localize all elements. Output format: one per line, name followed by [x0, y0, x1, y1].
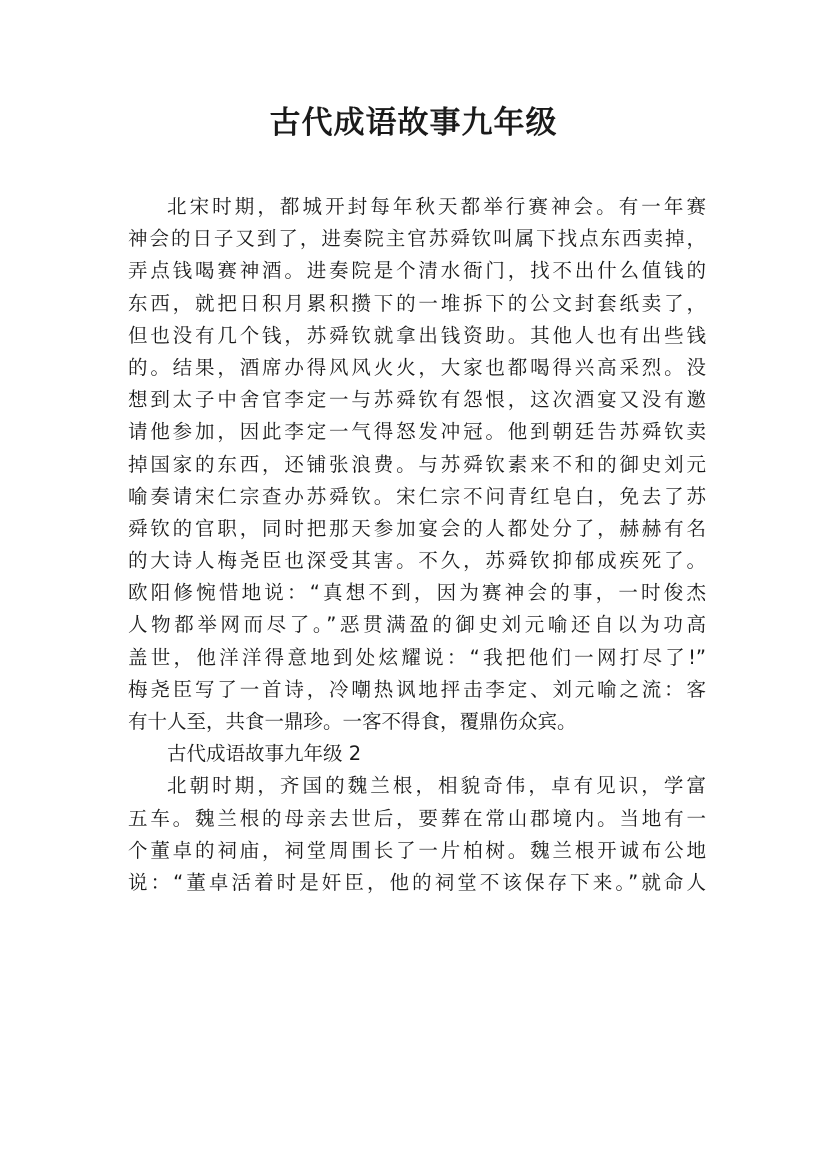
text-line: 五车。魏兰根的母亲去世后，要葬在常山郡境内。当地有一 [128, 806, 706, 830]
text-line: 的大诗人梅尧臣也深受其害。不久，苏舜钦抑郁成疾死了。 [128, 549, 706, 573]
text-line: 梅尧臣写了一首诗，冷嘲热讽地抨击李定、刘元喻之流：客 [128, 677, 706, 701]
text-line: 但也没有几个钱，苏舜钦就拿出钱资助。其他人也有出些钱 [128, 323, 706, 347]
text-line: 盖世，他洋洋得意地到处炫耀说：“我把他们一网打尽了!” [128, 645, 706, 669]
text-line: 的。结果，酒席办得风风火火，大家也都喝得兴高采烈。没 [128, 355, 706, 379]
text-line: 舜钦的官职，同时把那天参加宴会的人都处分了，赫赫有名 [128, 516, 706, 540]
document-title: 古代成语故事九年级 [269, 105, 558, 141]
text-line: 掉国家的东西，还铺张浪费。与苏舜钦素来不和的御史刘元 [128, 452, 706, 476]
text-line: 北朝时期，齐国的魏兰根，相貌奇伟，卓有见识，学富 [167, 774, 706, 798]
text-line: 有十人至，共食一鼎珍。一客不得食，覆鼎伤众宾。 [128, 710, 577, 733]
text-line: 神会的日子又到了，进奏院主官苏舜钦叫属下找点东西卖掉， [128, 227, 706, 251]
text-line: 想到太子中舍官李定一与苏舜钦有怨恨，这次酒宴又没有邀 [128, 388, 706, 412]
text-line: 请他参加，因此李定一气得怒发冲冠。他到朝廷告苏舜钦卖 [128, 420, 706, 444]
text-line: 喻奏请宋仁宗查办苏舜钦。宋仁宗不问青红皂白，免去了苏 [128, 484, 706, 508]
text-line: 弄点钱喝赛神酒。进奏院是个清水衙门，找不出什么值钱的 [128, 259, 706, 283]
text-line: 北宋时期，都城开封每年秋天都举行赛神会。有一年赛 [167, 195, 706, 218]
text-line: 欧阳修惋惜地说：“真想不到，因为赛神会的事，一时俊杰 [128, 581, 706, 605]
text-line: 个董卓的祠庙，祠堂周围长了一片柏树。魏兰根开诚布公地 [128, 838, 706, 862]
text-line: 人物都举网而尽了。”恶贯满盈的御史刘元喻还自以为功高 [128, 613, 706, 637]
text-line: 东西，就把日积月累积攒下的一堆拆下的公文封套纸卖了， [128, 291, 706, 315]
document-body [128, 191, 706, 899]
text-line: 古代成语故事九年级 2 [167, 742, 362, 766]
text-line: 说：“董卓活着时是奸臣，他的祠堂不该保存下来。”就命人 [128, 870, 706, 894]
